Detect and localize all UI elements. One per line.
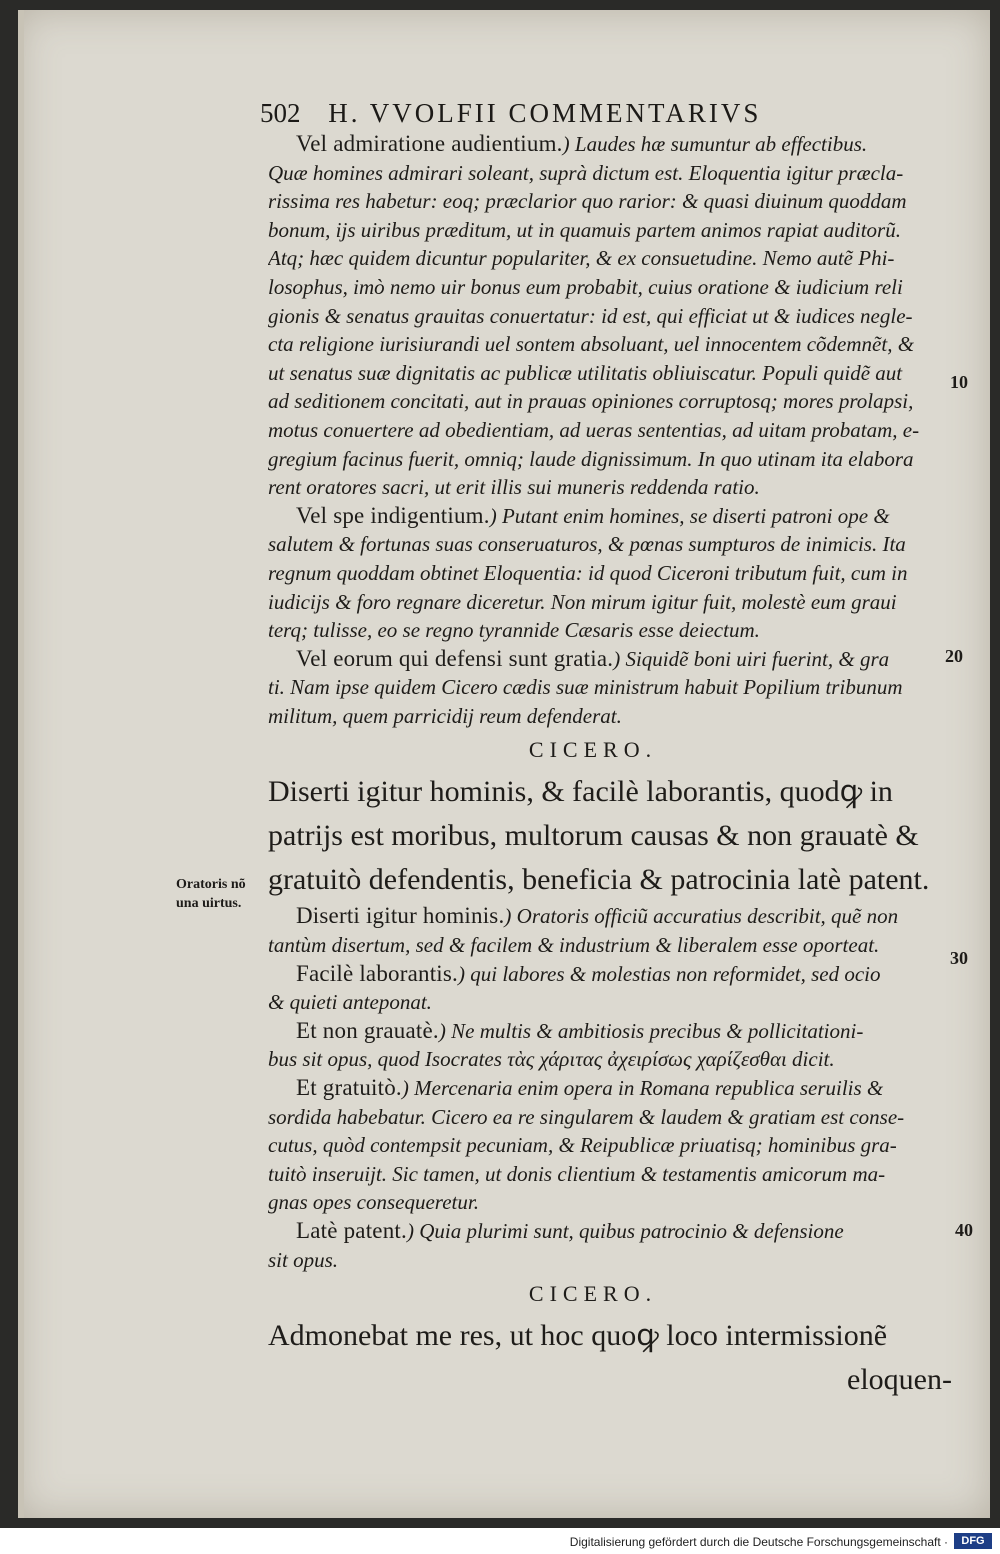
lemma: Et non grauatè. [296, 1017, 439, 1043]
margin-note-line: una uirtus. [176, 896, 242, 911]
text-line: gregium facinus fuerit, omniq; laude dignissimum. In quo utinam ita elabora [268, 446, 914, 471]
commentary: ) Oratoris officiũ accuratius describit, quẽ non [504, 904, 899, 929]
text-line: cta religione iurisiurandi uel sontem absoluant, uel innocentem cõdemnẽt, & [268, 332, 915, 357]
lemma: Vel admiratione audientium. [296, 131, 563, 156]
running-header [260, 98, 840, 134]
text-line [268, 902, 958, 931]
lemma: Vel eorum qui defensi sunt gratia. [296, 645, 614, 671]
margin-note [176, 875, 272, 913]
lemma: Vel spe indigentium. [296, 502, 490, 528]
commentary-body [268, 130, 958, 1402]
commentary: ) Mercenaria enim opera in Romana republica seruilis & [401, 1076, 884, 1101]
text-line: sit opus. [268, 1247, 339, 1272]
text-line: bonum, ijs uiribus præditum, ut in quamuis partem animos rapiat auditorũ. [268, 217, 901, 242]
text-line: rent oratores sacri, ut erit illis sui muneris reddenda ratio. [268, 475, 760, 500]
text-line: cutus, quòd contempsit pecuniam, & Reipublicæ priuatisq; hominibus gra- [268, 1133, 897, 1158]
text-line [268, 502, 958, 531]
commentary: ) Putant enim homines, se diserti patroni ope & [489, 503, 890, 528]
text-line: salutem & fortunas suas conseruaturos, & pœnas sumpturos de inimicis. Ita [268, 532, 906, 557]
footer-credit: Digitalisierung gefördert durch die Deutsche Forschungsgemeinschaft · [569, 1535, 948, 1549]
catchword: eloquen- [847, 1363, 952, 1397]
text-line: terq; tulisse, eo se regno tyrannide Cæsaris esse deiectum. [268, 618, 760, 643]
text-line [268, 1017, 958, 1046]
text-line: militum, quem parricidij reum defenderat. [268, 703, 622, 728]
section-heading: CICERO. [528, 1281, 658, 1307]
text-line: motus conuertere ad obedientiam, ad ueras sententias, ad uitam probatam, e- [268, 417, 920, 442]
margin-note-line: Oratoris nõ [176, 877, 246, 892]
lemma: Latè patent. [296, 1218, 407, 1243]
line-number: 10 [950, 372, 968, 392]
cicero-text-line: gratuitò defendentis, beneficia & patrocinia latè patent. [268, 863, 930, 897]
cicero-text-line: Admonebat me res, ut hoc quoꝙ loco intermissionẽ [268, 1319, 888, 1353]
commentary: ) Siquidẽ boni uiri fuerint, & gra [613, 646, 890, 671]
text-line: gionis & senatus grauitas conuertatur: id est, qui efficiat ut & iudices negle- [268, 303, 913, 328]
running-title: H. VVOLFII COMMENTARIVS [328, 98, 762, 128]
text-line: ti. Nam ipse quidem Cicero cædis suæ ministrum habuit Popilium tribunum [268, 675, 903, 700]
lemma: Diserti igitur hominis. [296, 903, 505, 929]
text-line: ad seditionem concitati, aut in prauas opiniones corruptosq; mores prolapsi, [268, 389, 914, 414]
text-line: bus sit opus, quod Isocrates τὰς χάριτας ἀχειρίσως χαρίζεσθαι dicit. [268, 1047, 835, 1072]
dfg-logo: DFG [954, 1533, 992, 1549]
cicero-text-line: patrijs est moribus, multorum causas & non grauatè & [268, 819, 919, 853]
text-line: Quæ homines admirari soleant, suprà dictum est. Eloquentia igitur præcla- [268, 160, 904, 185]
text-line: tuitò inseruijt. Sic tamen, ut donis clientium & testamentis amicorum ma- [268, 1161, 886, 1186]
text-line: losophus, imò nemo uir bonus eum probabit, cuius oratione & iudicium reli [268, 274, 903, 299]
text-line [268, 1217, 958, 1246]
text-line: tantùm disertum, sed & facilem & industrium & liberalem esse oporteat. [268, 933, 880, 958]
line-number: 30 [950, 948, 968, 968]
commentary: ) qui labores & molestias non reformidet, sed ocio [458, 961, 881, 986]
text-line: regnum quoddam obtinet Eloquentia: id quod Ciceroni tributum fuit, cum in [268, 560, 908, 585]
commentary: ) Ne multis & ambitiosis precibus & pollicitationi- [438, 1018, 864, 1043]
commentary: ) Quia plurimi sunt, quibus patrocinio & defensione [406, 1219, 844, 1243]
lemma: Facilè laborantis. [296, 960, 458, 986]
text-line [268, 130, 958, 159]
text-line: ut senatus suæ dignitatis ac publicæ utilitatis obliuiscatur. Populi quidẽ aut [268, 360, 903, 385]
lemma: Et gratuitò. [296, 1075, 402, 1101]
page-number: 502 [260, 98, 301, 128]
text-line: sordida habebatur. Cicero ea re singularem & laudem & gratiam est conse- [268, 1104, 905, 1129]
text-line [268, 960, 958, 989]
cicero-text-line: Diserti igitur hominis, & facilè laborantis, quodꝙ in [268, 775, 893, 809]
text-line [268, 1074, 958, 1103]
text-line: iudicijs & foro regnare diceretur. Non mirum igitur fuit, molestè eum graui [268, 589, 897, 614]
line-number: 20 [945, 646, 963, 666]
line-number: 40 [955, 1220, 973, 1240]
page-edge [18, 10, 24, 1518]
text-line: & quieti anteponat. [268, 990, 432, 1015]
text-line [268, 645, 958, 674]
commentary: ) Laudes hæ sumuntur ab effectibus. [562, 132, 868, 156]
text-line: rissima res habetur: eoq; præclarior quo rarior: & quasi diuinum quoddam [268, 189, 907, 214]
section-heading: CICERO. [528, 737, 658, 763]
text-line: Atq; hæc quidem dicuntur populariter, & ex consuetudine. Nemo autẽ Phi- [268, 246, 895, 271]
text-line: gnas opes consequeretur. [268, 1190, 479, 1215]
